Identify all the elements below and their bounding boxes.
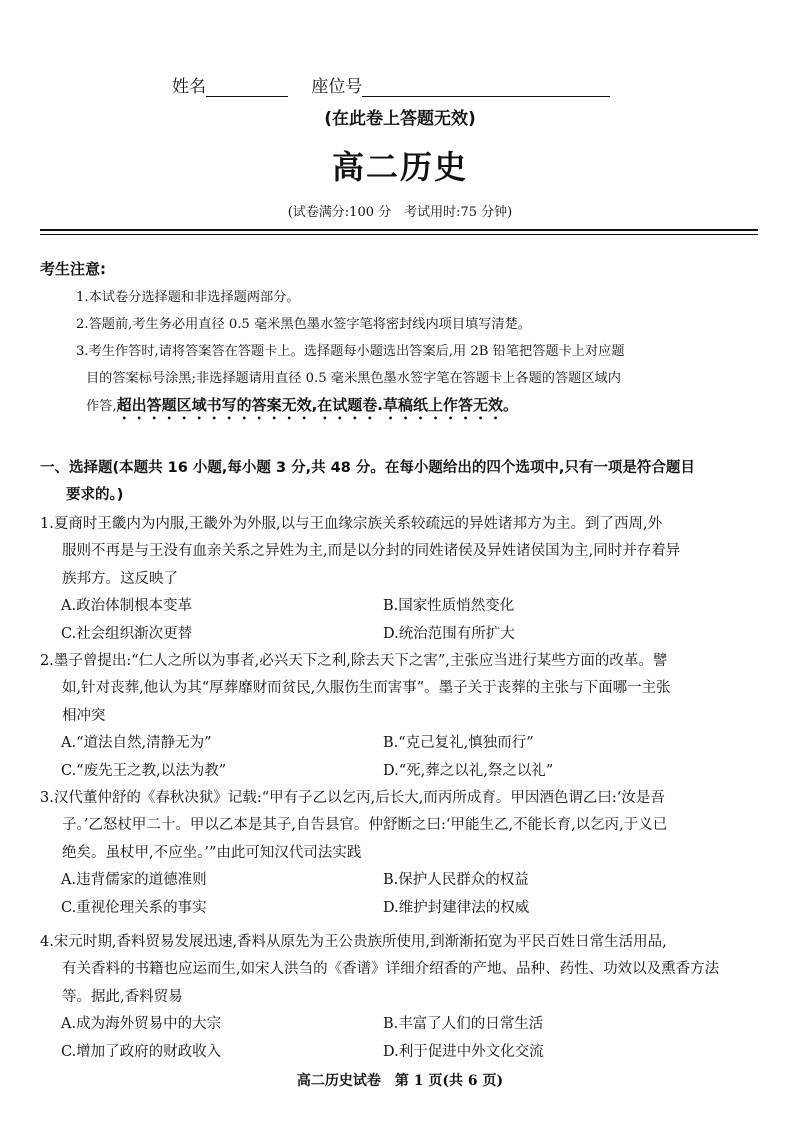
question-4-line-3: 等。据此,香料贸易: [62, 988, 183, 1005]
option-a: A.政治体制根本变革: [61, 598, 193, 615]
section-heading: [40, 455, 760, 509]
notice-item-3-prefix: 作答,: [86, 399, 117, 414]
option-b: B.“克己复礼,慎独而行”: [383, 735, 534, 752]
section-heading-line-2: 要求的。): [66, 487, 124, 503]
seat-blank: [362, 78, 610, 97]
question-4-line-1: 4.宋元时期,香料贸易发展迅速,香料从原先为王公贵族所使用,到渐渐拓宽为平民百姓日常生活用品,: [40, 934, 667, 950]
page-title: 高二历史: [331, 148, 468, 186]
section-heading-line-1: 一、选择题(本题共 16 小题,每小题 3 分,共 48 分。在每小题给出的四个选项中,只有一项是符合题目: [40, 460, 695, 476]
notice-item-2: 2.答题前,考生务必用直径 0.5 毫米黑色墨水签字笔将密封线内项目填写清楚。: [76, 317, 531, 332]
option-b: B.丰富了人们的日常生活: [383, 1016, 544, 1033]
exam-meta: (试卷满分:100 分 考试用时:75 分钟): [287, 205, 513, 220]
option-b: B.国家性质悄然变化: [383, 598, 515, 615]
exam-header-fields: [172, 72, 610, 97]
question-1: [40, 511, 762, 648]
question-3-line-2: 子。’乙怒杖甲二十。甲以乙本是其子,自告县官。仲舒断之曰:‘甲能生乙,不能长育,以乞丙,于义已: [62, 817, 668, 834]
question-2-line-2: 如,针对丧葬,他认为其“厚葬靡财而贫民,久服伤生而害事”。墨子关于丧葬的主张与下面哪一主张: [62, 680, 671, 697]
name-label: 姓名: [172, 77, 206, 97]
question-3-line-3: 绝矣。虽杖甲,不应坐。’”由此可知汉代司法实践: [62, 844, 362, 861]
question-2-line-3: 相冲突: [62, 707, 106, 724]
question-1-line-1: 1.夏商时王畿内为内服,王畿外为外服,以与王血缘宗族关系较疏远的异姓诸邦方为主。到了西周,外: [40, 516, 663, 532]
option-c: C.增加了政府的财政收入: [61, 1043, 222, 1060]
question-2: [40, 648, 762, 785]
notice-item-1: 1.本试卷分选择题和非选择题两部分。: [76, 290, 300, 305]
option-b: B.保护人民群众的权益: [383, 872, 529, 889]
option-d: D.利于促进中外文化交流: [383, 1043, 544, 1060]
option-d: D.“死,葬之以礼,祭之以礼”: [383, 762, 554, 779]
option-d: D.统治范围有所扩大: [383, 625, 515, 642]
option-a: A.成为海外贸易中的大宗: [61, 1016, 222, 1033]
option-c: C.社会组织渐次更替: [61, 625, 193, 642]
question-4: [40, 929, 762, 1066]
question-4-line-2: 有关香料的书籍也应运而生,如宋人洪刍的《香谱》详细介绍香的产地、品种、药性、功效以及熏香方法: [62, 961, 720, 978]
notice-heading: 考生注意:: [40, 260, 106, 278]
divider-thick: [40, 229, 758, 231]
notice-item-3-line-2: 目的答案标号涂黑;非选择题请用直径 0.5 毫米黑色墨水签字笔在答题卡上各题的答题区域内: [86, 371, 621, 386]
question-3: [40, 785, 762, 922]
option-d: D.维护封建律法的权威: [383, 899, 530, 916]
notice-emphasis: 超出答题区域书写的答案无效,在试题卷.草稿纸上作答无效。: [116, 396, 518, 414]
notice-item-3-line-1: 3.考生作答时,请将答案答在答题卡上。选择题每小题选出答案后,用 2B 铅笔把答题卡上对应题: [76, 344, 625, 359]
option-a: A.违背儒家的道德准则: [61, 872, 207, 889]
option-a: A.“道法自然,清静无为”: [61, 735, 212, 752]
notice-item-3: [76, 338, 766, 423]
divider-thin: [40, 234, 758, 235]
invalid-notice: (在此卷上答题无效): [324, 109, 476, 129]
question-1-line-2: 服则不再是与王没有血亲关系之异姓为主,而是以分封的同姓诸侯及异姓诸侯国为主,同时并存着异: [62, 543, 681, 560]
question-2-line-1: 2.墨子曾提出:“仁人之所以为事者,必兴天下之利,除去天下之害”,主张应当进行某些方面的改革。譬: [40, 653, 668, 669]
question-1-line-3: 族邦方。这反映了: [62, 570, 178, 587]
seat-label: 座位号: [311, 77, 363, 97]
option-c: C.重视伦理关系的事实: [61, 899, 207, 916]
question-3-line-1: 3.汉代董仲舒的《春秋决狱》记载:“甲有子乙以乞丙,后长大,而丙所成育。甲因酒色谓乙曰:‘汝是吾: [40, 790, 665, 806]
notice-item-3-line-3: [76, 392, 766, 423]
name-blank: [206, 78, 288, 97]
page-footer: 高二历史试卷 第 1 页(共 6 页): [296, 1073, 504, 1089]
option-c: C.“废先王之教,以法为教”: [61, 762, 227, 779]
